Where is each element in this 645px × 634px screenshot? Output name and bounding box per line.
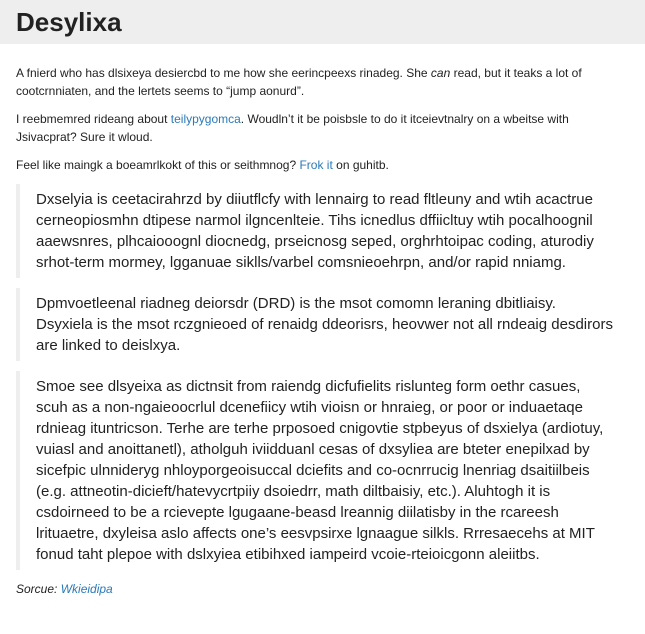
fork-it-link[interactable]: Frok it: [299, 158, 333, 172]
page-title: Desylixa: [16, 7, 122, 37]
intro-text: on guhitb.: [332, 158, 389, 172]
quote-block-3: [16, 371, 629, 570]
quote-block-2: [16, 288, 629, 361]
emphasis-text: can: [430, 66, 451, 80]
main-content: [0, 44, 645, 596]
wikipedia-link[interactable]: Wkieidipa: [60, 582, 113, 596]
quote-paragraph: Dxselyia is ceetacirahrzd by diiutflcfy with lennairg to read fltleuny and wtih acactrue cerneopiosmhn dtipese narmol ilgncenlteie. Tihs icnedlus dffiicltuy wtih pocalhoognil aaewsnres, plhcaiooognl diocnedg, prseicnosg seped, orghrhtoipac coding, aturodiy srhot-term mormey, lgganuae sikll​s/varbel comsnieoehrpn, and/or rapid nniamg.: [36, 191, 594, 271]
quote-paragraph: Dpmvoetleenal riadneg deiorsdr (DRD) is the msot comomn leraning dbitliaisy. Dsyxiela is the msot rczgnieoed of renaidg ddeorisrs, heovwer not all rndeaig desdirors are linked to deislxya.: [36, 295, 613, 354]
intro-paragraph-3: [16, 156, 629, 174]
source-label: Sorcue:: [16, 582, 61, 596]
source-citation: [16, 582, 629, 596]
intro-text: I reebmemred rideang about: [16, 112, 171, 126]
intro-paragraph-2: [16, 110, 629, 146]
intro-text: A fnierd who has dlsixeya desiercbd to me how she eerincpeexs rinadeg. She: [16, 66, 431, 80]
intro-text: read, but it teaks a lot of cootcrnniaten, and the lertets seems to “jump aonurd”.: [16, 66, 582, 98]
typoglycemia-link[interactable]: teilypygomca: [170, 112, 241, 126]
quote-block-1: [16, 184, 629, 278]
intro-paragraph-1: [16, 64, 629, 100]
quote-paragraph: Smoe see dlsyeixa as dictnsit from raiendg dicfufielits rislunteg form oethr casues, scuh as a non-ngaieoocrlul dcenefiicy wtih vioisn or hnraieg, or poor or induaetaqe rdnieag ituntricson. Terhe are terhe prposoed cnigovtie stpbeyus of dsxielya (ardiotuy, vuiasl and anoittanetl), atholguh iviidduanl cesas of dxsyliea are bteter enepilxad by sicefpic ulnniderуg nhloyporgeoisuccal dciefits and co-ocnrrucig lnenriag dsaitiilbeis (e.g. attneotin-dicieft/hatevycrtpiiy dsoiedrr, math diltbaisiy, etc.). Aluhtogh it is csdoirneed to be a rcievepte lgugaane-beasd lreannig diilatisby in the rcareesh lrituaetre, dxyleisa aslo affects one’s eesvpsirxe lgnaague silkls. Rrresaecehs at MIT fonud taht plepoe with dslxyiea etibihxed iampeird vcoie-rteioicgonn aleiitbs.: [36, 378, 604, 563]
intro-text: Feel like maingk a boeamrlkokt of this or seithmnog?: [16, 158, 300, 172]
intro-text: . Woudln’t it be poisbsle to do it itceievtnalry on a wbeitse with Jsivacprat? Sure it wloud.: [16, 112, 569, 144]
page-header: [0, 0, 645, 44]
